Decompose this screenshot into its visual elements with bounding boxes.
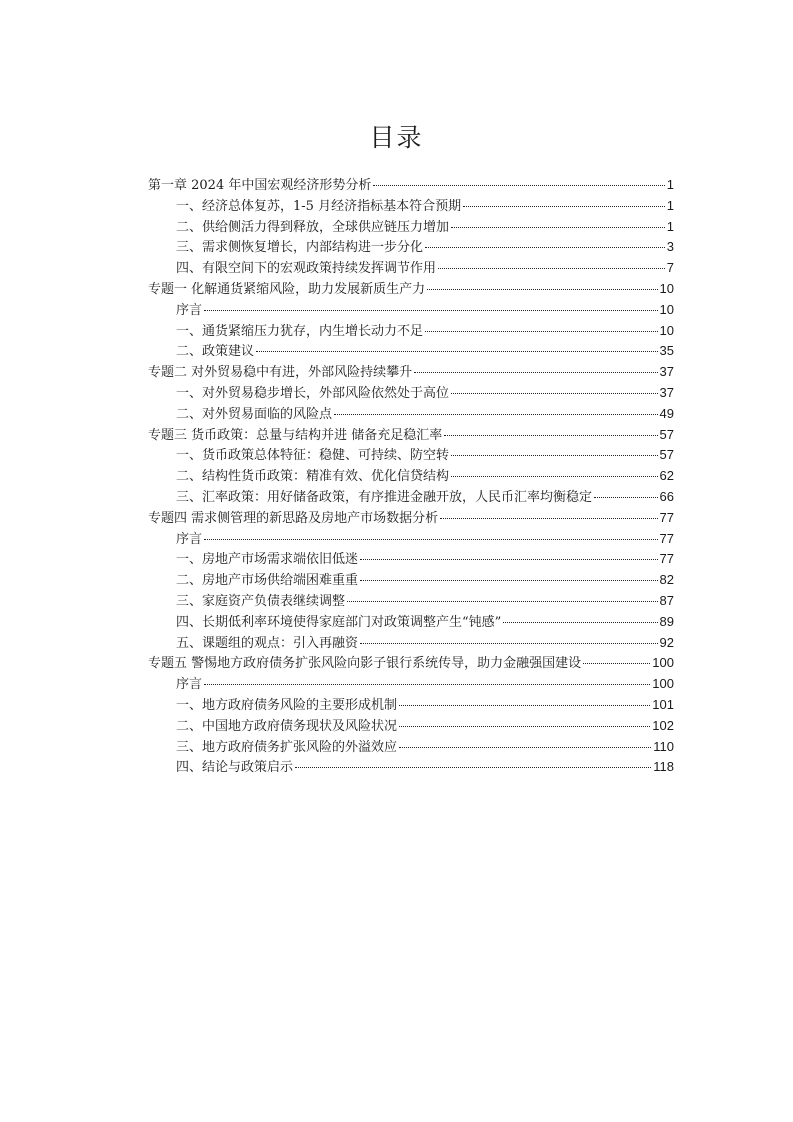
toc-entry-label: 专题三 货币政策：总量与结构并进 储备充足稳汇率 [148, 427, 443, 443]
toc-entry-label: 二、房地产市场供给端困难重重 [176, 573, 359, 589]
toc-page-number: 100 [652, 676, 674, 692]
toc-entry-label: 四、结论与政策启示 [176, 760, 294, 776]
toc-entry-label: 二、供给侧活力得到释放，全球供应链压力增加 [176, 219, 450, 235]
toc-entry-label: 一、经济总体复苏，1-5 月经济指标基本符合预期 [176, 198, 462, 214]
toc-section-entry[interactable] [148, 236, 674, 257]
dot-leader [451, 227, 665, 228]
dot-leader [334, 414, 658, 415]
dot-leader [399, 747, 651, 748]
toc-page-number: 62 [659, 468, 674, 484]
toc-page-number: 49 [659, 405, 674, 421]
toc-entry-label: 三、需求侧恢复增长，内部结构进一步分化 [176, 240, 424, 256]
dot-leader [451, 393, 658, 394]
toc-entry-label: 五、课题组的观点：引入再融资 [176, 635, 359, 651]
toc-chapter-entry[interactable] [148, 361, 674, 382]
toc-page-number: 101 [652, 696, 674, 712]
toc-chapter-entry[interactable] [148, 278, 674, 299]
toc-section-entry[interactable] [148, 756, 674, 777]
toc-chapter-entry[interactable] [148, 424, 674, 445]
dot-leader [414, 372, 657, 373]
toc-section-entry[interactable] [148, 632, 674, 653]
dot-leader [204, 539, 658, 540]
dot-leader [295, 767, 651, 768]
toc-page-number: 92 [659, 634, 674, 650]
toc-page-number: 7 [666, 260, 674, 276]
dot-leader [451, 476, 658, 477]
toc-entry-label: 一、房地产市场需求端依旧低迷 [176, 552, 359, 568]
toc-entry-label: 三、汇率政策：用好储备政策，有序推进金融开放，人民币汇率均衡稳定 [176, 489, 593, 505]
dot-leader [347, 601, 658, 602]
toc-section-entry[interactable] [148, 590, 674, 611]
toc-section-entry[interactable] [148, 673, 674, 694]
toc-page-number: 66 [659, 488, 674, 504]
dot-leader [425, 247, 665, 248]
toc-page-number: 35 [659, 343, 674, 359]
toc-section-entry[interactable] [148, 403, 674, 424]
toc-section-entry[interactable] [148, 528, 674, 549]
toc-page-number: 118 [653, 759, 674, 775]
dot-leader [425, 331, 658, 332]
toc-page-number: 1 [666, 218, 674, 234]
dot-leader [373, 185, 664, 186]
toc-chapter-entry[interactable] [148, 174, 674, 195]
dot-leader [204, 310, 658, 311]
dot-leader [360, 559, 658, 560]
toc-chapter-entry[interactable] [148, 507, 674, 528]
toc-entry-label: 第一章 2024 年中国宏观经济形势分析 [148, 178, 372, 193]
toc-page-number: 100 [652, 655, 674, 671]
toc-section-entry[interactable] [148, 569, 674, 590]
dot-leader [256, 351, 658, 352]
toc-entry-label: 二、政策建议 [176, 344, 255, 360]
toc-entry-label: 四、长期低利率环境使得家庭部门对政策调整产生“钝感” [176, 614, 502, 630]
toc-entry-label: 三、家庭资产负债表继续调整 [176, 593, 346, 609]
toc-section-entry[interactable] [148, 736, 674, 757]
toc-entry-label: 专题一 化解通货紧缩风险，助力发展新质生产力 [148, 281, 426, 297]
toc-page-number: 57 [659, 426, 674, 442]
toc-entry-label: 专题四 需求侧管理的新思路及房地产市场数据分析 [148, 510, 439, 526]
toc-page-number: 110 [653, 738, 674, 754]
dot-leader [360, 643, 658, 644]
toc-section-entry[interactable] [148, 382, 674, 403]
dot-leader [594, 497, 658, 498]
toc-page-number: 10 [659, 280, 674, 296]
dot-leader [463, 206, 665, 207]
toc-page-number: 1 [666, 177, 674, 192]
dot-leader [438, 268, 665, 269]
toc-entry-label: 序言 [176, 302, 203, 318]
toc-section-entry[interactable] [148, 694, 674, 715]
toc-page-number: 37 [659, 384, 674, 400]
toc-entry-label: 专题二 对外贸易稳中有进，外部风险持续攀升 [148, 365, 413, 381]
toc-entry-label: 四、有限空间下的宏观政策持续发挥调节作用 [176, 261, 437, 277]
toc-section-entry[interactable] [148, 548, 674, 569]
toc-page-number: 89 [659, 613, 674, 629]
toc-page-number: 102 [652, 717, 674, 733]
toc-page-number: 1 [666, 197, 674, 213]
toc-section-entry[interactable] [148, 444, 674, 465]
toc-entry-label: 二、结构性货币政策：精准有效、优化信贷结构 [176, 469, 450, 485]
toc-section-entry[interactable] [148, 715, 674, 736]
toc-page-number: 10 [659, 322, 674, 338]
toc-page-number: 82 [659, 572, 674, 588]
toc-section-entry[interactable] [148, 611, 674, 632]
toc-section-entry[interactable] [148, 257, 674, 278]
toc-section-entry[interactable] [148, 465, 674, 486]
toc-entry-label: 一、地方政府债务风险的主要形成机制 [176, 697, 398, 713]
toc-entry-label: 一、通货紧缩压力犹存，内生增长动力不足 [176, 323, 424, 339]
toc-page-number: 10 [659, 301, 674, 317]
toc-page-number: 77 [659, 530, 674, 546]
toc-entry-label: 一、对外贸易稳步增长，外部风险依然处于高位 [176, 385, 450, 401]
table-of-contents [148, 174, 674, 777]
dot-leader [399, 726, 650, 727]
dot-leader [503, 622, 657, 623]
toc-page-number: 77 [659, 509, 674, 525]
dot-leader [204, 684, 650, 685]
toc-page-number: 37 [659, 364, 674, 380]
toc-entry-label: 序言 [176, 531, 203, 547]
toc-entry-label: 专题五 警惕地方政府债务扩张风险向影子银行系统传导，助力金融强国建设 [148, 656, 582, 672]
toc-page-number: 87 [659, 592, 674, 608]
dot-leader [360, 580, 658, 581]
toc-section-entry[interactable] [148, 299, 674, 320]
toc-entry-label: 二、对外贸易面临的风险点 [176, 406, 333, 422]
page-title: 目录 [369, 123, 424, 152]
toc-page-number: 77 [659, 551, 674, 567]
toc-section-entry[interactable] [148, 320, 674, 341]
toc-entry-label: 一、货币政策总体特征：稳健、可持续、防空转 [176, 448, 450, 464]
dot-leader [583, 663, 650, 664]
toc-entry-label: 三、地方政府债务扩张风险的外溢效应 [176, 739, 398, 755]
toc-page-number: 3 [666, 239, 674, 255]
dot-leader [399, 705, 650, 706]
toc-page-number: 57 [659, 447, 674, 463]
toc-entry-label: 序言 [176, 677, 203, 693]
dot-leader [440, 518, 657, 519]
toc-chapter-entry[interactable] [148, 652, 674, 673]
dot-leader [451, 455, 658, 456]
toc-section-entry[interactable] [148, 195, 674, 216]
dot-leader [444, 435, 657, 436]
dot-leader [427, 289, 657, 290]
toc-section-entry[interactable] [148, 340, 674, 361]
toc-entry-label: 二、中国地方政府债务现状及风险状况 [176, 718, 398, 734]
toc-section-entry[interactable] [148, 216, 674, 237]
toc-section-entry[interactable] [148, 486, 674, 507]
